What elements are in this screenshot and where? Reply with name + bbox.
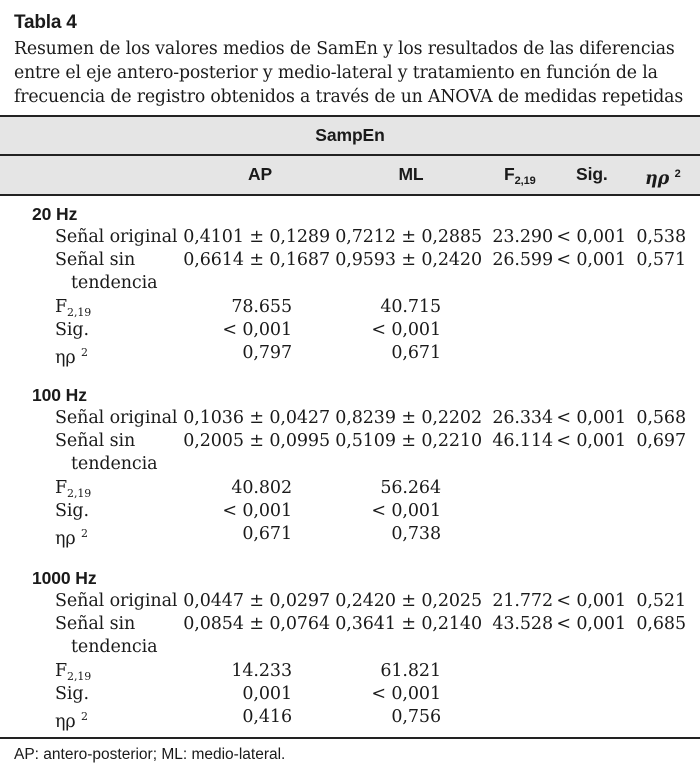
cell-eta-original: 0,568 bbox=[636, 408, 686, 428]
cell-ml-f: 61.821 bbox=[380, 661, 441, 681]
row-label-sin: Señal sin bbox=[55, 431, 136, 451]
cell-eta-original: 0,521 bbox=[636, 591, 686, 611]
cell-ml-sig: < 0,001 bbox=[371, 501, 441, 521]
cell-eta-sin: 0,571 bbox=[636, 250, 686, 270]
cell-ap-sin: 0,6614 ± 0,1687 bbox=[183, 250, 330, 270]
cell-ap-f: 40.802 bbox=[231, 478, 292, 498]
cell-sig-sin: < 0,001 bbox=[556, 614, 626, 634]
table-footnote: AP: antero-posterior; ML: medio-lateral. bbox=[14, 746, 286, 763]
cell-f-original: 26.334 bbox=[492, 408, 553, 428]
cell-eta-original: 0,538 bbox=[636, 227, 686, 247]
cell-ml-original: 0,7212 ± 0,2885 bbox=[335, 227, 482, 247]
row-label-sin: Señal sin bbox=[55, 614, 136, 634]
group-header: SampEn bbox=[315, 125, 385, 145]
row-label-sig: Sig. bbox=[55, 320, 89, 340]
col-header-ml: ML bbox=[398, 164, 424, 184]
col-header-sig: Sig. bbox=[576, 164, 608, 184]
cell-ml-sig: < 0,001 bbox=[371, 684, 441, 704]
cell-sig-original: < 0,001 bbox=[556, 591, 626, 611]
row-label-original: Señal original bbox=[55, 227, 178, 247]
col-header-ap: AP bbox=[247, 164, 273, 184]
cell-ml-eta: 0,671 bbox=[391, 343, 441, 363]
cell-ap-f: 78.655 bbox=[231, 297, 292, 317]
cell-ml-original: 0,2420 ± 0,2025 bbox=[335, 591, 482, 611]
row-label-sig: Sig. bbox=[55, 684, 89, 704]
cell-ap-sig: < 0,001 bbox=[222, 320, 292, 340]
table-caption: Resumen de los valores medios de SamEn y los resultados de las diferencias entre el eje antero-posterior y medio-lateral y tratamiento en función de la frecuencia de registro obtenidos a través de un ANOVA de medidas repetidas bbox=[14, 39, 684, 107]
cell-f-original: 23.290 bbox=[492, 227, 553, 247]
row-label-f: $F_{2,19}$ bbox=[55, 297, 92, 319]
cell-eta-sin: 0,685 bbox=[636, 614, 686, 634]
col-header-f: $F_{2,19}$ bbox=[504, 164, 536, 187]
rule-header-bottom bbox=[0, 194, 700, 196]
section-title: 20 Hz bbox=[32, 204, 78, 224]
cell-ml-sin: 0,5109 ± 0,2210 bbox=[335, 431, 482, 451]
row-label-tendencia: tendencia bbox=[71, 273, 158, 293]
cell-ap-eta: 0,797 bbox=[242, 343, 292, 363]
cell-ml-f: 40.715 bbox=[380, 297, 441, 317]
row-label-f: $F_{2,19}$ bbox=[55, 661, 92, 683]
row-label-f: $F_{2,19}$ bbox=[55, 478, 92, 500]
cell-f-sin: 26.599 bbox=[492, 250, 553, 270]
cell-ml-original: 0,8239 ± 0,2202 bbox=[335, 408, 482, 428]
rule-bottom bbox=[0, 737, 700, 739]
row-label-tendencia: tendencia bbox=[71, 454, 158, 474]
row-label-eta: ηρ $^2$ bbox=[55, 527, 88, 549]
cell-ml-eta: 0,738 bbox=[391, 524, 441, 544]
cell-ap-sig: 0,001 bbox=[242, 684, 292, 704]
cell-eta-sin: 0,697 bbox=[636, 431, 686, 451]
cell-ml-f: 56.264 bbox=[380, 478, 441, 498]
col-header-eta: ηρ $^2$ bbox=[645, 168, 681, 189]
cell-ap-sig: < 0,001 bbox=[222, 501, 292, 521]
cell-f-sin: 46.114 bbox=[492, 431, 553, 451]
row-label-tendencia: tendencia bbox=[71, 637, 158, 657]
row-label-sig: Sig. bbox=[55, 501, 89, 521]
cell-ap-eta: 0,416 bbox=[242, 707, 292, 727]
row-label-sin: Señal sin bbox=[55, 250, 136, 270]
cell-ml-sin: 0,9593 ± 0,2420 bbox=[335, 250, 482, 270]
cell-f-original: 21.772 bbox=[492, 591, 553, 611]
cell-ap-original: 0,1036 ± 0,0427 bbox=[183, 408, 330, 428]
cell-ap-eta: 0,671 bbox=[242, 524, 292, 544]
cell-ap-f: 14.233 bbox=[231, 661, 292, 681]
rule-mid bbox=[0, 154, 700, 156]
cell-sig-sin: < 0,001 bbox=[556, 250, 626, 270]
section-title: 1000 Hz bbox=[32, 568, 97, 588]
cell-sig-original: < 0,001 bbox=[556, 408, 626, 428]
section-title: 100 Hz bbox=[32, 385, 87, 405]
rule-top bbox=[0, 115, 700, 117]
cell-f-sin: 43.528 bbox=[492, 614, 553, 634]
row-label-eta: ηρ $^2$ bbox=[55, 346, 88, 368]
cell-ap-sin: 0,2005 ± 0,0995 bbox=[183, 431, 330, 451]
row-label-eta: ηρ $^2$ bbox=[55, 710, 88, 732]
cell-ml-eta: 0,756 bbox=[391, 707, 441, 727]
cell-sig-sin: < 0,001 bbox=[556, 431, 626, 451]
cell-ap-original: 0,0447 ± 0,0297 bbox=[183, 591, 330, 611]
cell-ap-sin: 0,0854 ± 0,0764 bbox=[183, 614, 330, 634]
cell-sig-original: < 0,001 bbox=[556, 227, 626, 247]
row-label-original: Señal original bbox=[55, 408, 178, 428]
cell-ap-original: 0,4101 ± 0,1289 bbox=[183, 227, 330, 247]
row-label-original: Señal original bbox=[55, 591, 178, 611]
table-label: Tabla 4 bbox=[14, 12, 77, 33]
cell-ml-sin: 0,3641 ± 0,2140 bbox=[335, 614, 482, 634]
cell-ml-sig: < 0,001 bbox=[371, 320, 441, 340]
